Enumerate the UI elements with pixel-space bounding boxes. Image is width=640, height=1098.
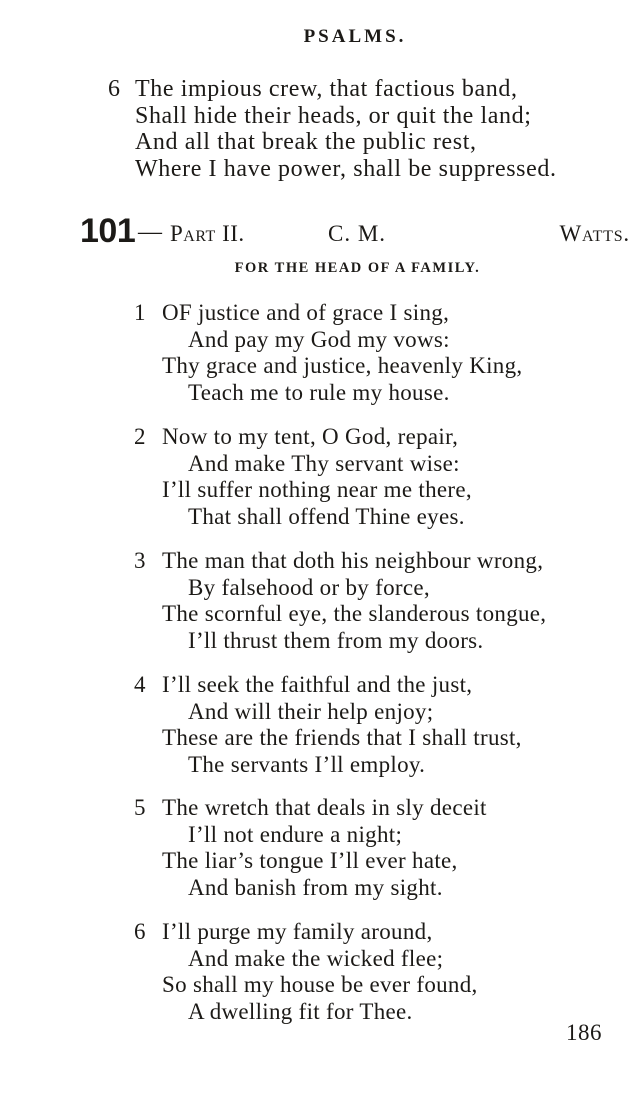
stanza-line: The servants I’ll employ. [188, 751, 426, 777]
stanza-line: And will their help enjoy; [188, 698, 434, 724]
stanza-number: 6 [134, 919, 146, 944]
stanza-line: These are the friends that I shall trust, [162, 725, 522, 751]
stanza-number: 2 [134, 424, 146, 449]
stanza-line: Teach me to rule my house. [188, 379, 450, 405]
stanza-3 [134, 548, 546, 654]
stanza-2 [134, 424, 472, 530]
stanza-line: Now to my tent, O God, repair, [162, 424, 459, 449]
stanza-line: Thy grace and justice, heavenly King, [162, 353, 523, 379]
stanza-4 [134, 672, 522, 778]
stanza-line: The man that doth his neighbour wrong, [162, 548, 544, 573]
stanza-line: And make the wicked flee; [188, 945, 444, 971]
stanza-line: I’ll seek the faithful and the just, [162, 672, 473, 697]
stanza-number: 4 [134, 672, 146, 697]
stanza-number: 1 [134, 300, 146, 325]
stanza-line: That shall offend Thine eyes. [188, 503, 465, 529]
stanza-line: The liar’s tongue I’ll ever hate, [162, 848, 458, 874]
stanza-line: The impious crew, that factious band, [135, 76, 518, 102]
stanza-line: And all that break the public rest, [135, 129, 477, 155]
stanza-line: And pay my God my vows: [188, 326, 450, 352]
stanza-line: I’ll thrust them from my doors. [188, 627, 484, 653]
stanza-line: A dwelling fit for Thee. [188, 998, 413, 1024]
stanza-line: And banish from my sight. [188, 874, 443, 900]
stanza-line: The scornful eye, the slanderous tongue, [162, 601, 547, 627]
stanza-line: I’ll suffer nothing near me there, [162, 477, 472, 503]
stanza-line: By falsehood or by force, [188, 574, 430, 600]
stanza-line: The wretch that deals in sly deceit [162, 795, 487, 820]
stanza-number: 6 [108, 76, 121, 102]
stanza-line: I’ll not endure a night; [188, 821, 403, 847]
stanza-line: So shall my house be ever found, [162, 972, 478, 998]
stanza-line: OF justice and of grace I sing, [162, 300, 450, 325]
hymn-dash: — [138, 219, 162, 245]
stanza-number: 3 [134, 548, 146, 573]
stanza-6 [134, 919, 478, 1025]
previous-stanza [108, 76, 557, 182]
stanza-line: Where I have power, shall be suppressed. [135, 155, 557, 182]
hymn-header [80, 212, 630, 256]
hymn-part: Part II. [170, 221, 245, 246]
running-head: PSALMS. [303, 26, 407, 47]
hymn-author: Watts. [559, 221, 630, 246]
hymn-number: 101 [80, 212, 136, 250]
stanza-5 [134, 795, 487, 901]
stanza-line: And make Thy servant wise: [188, 450, 460, 476]
hymn-meter: C. M. [328, 221, 387, 246]
hymn-subtitle: FOR THE HEAD OF A FAMILY. [234, 260, 481, 276]
stanza-line: I’ll purge my family around, [162, 919, 433, 944]
stanza-1 [134, 300, 522, 406]
stanza-line: Shall hide their heads, or quit the land; [135, 102, 532, 129]
stanza-number: 5 [134, 795, 146, 820]
page-number: 186 [566, 1020, 602, 1045]
